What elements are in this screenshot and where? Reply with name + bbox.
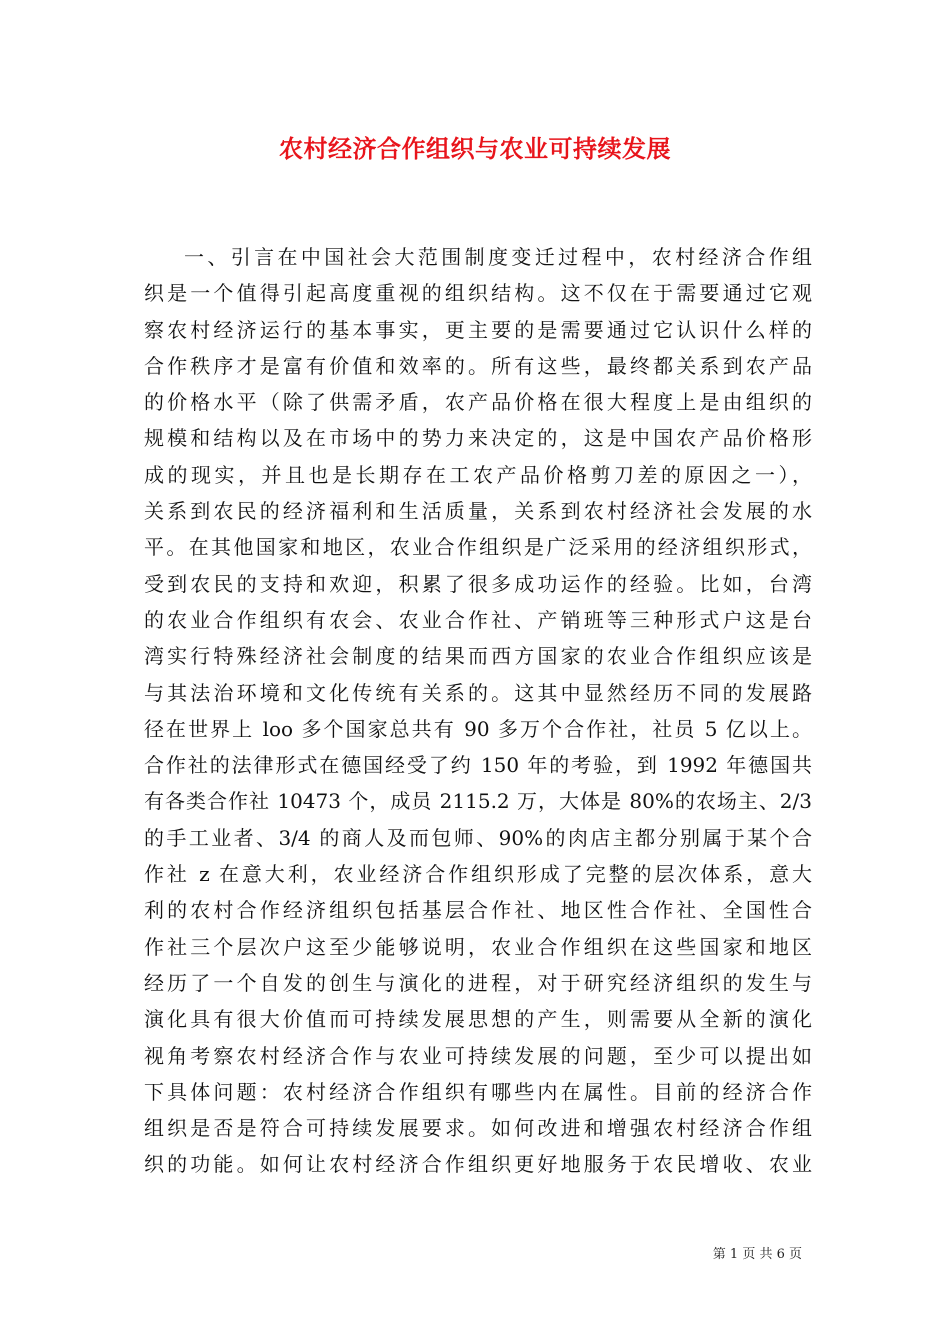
body-line: 作社 z 在意大利，农业经济合作组织形成了完整的层次体系，意大 xyxy=(144,862,812,887)
body-line: 的手工业者、3/4 的商人及而包师、90%的肉店主都分别属于某个合 xyxy=(144,825,812,850)
body-line: 规模和结构以及在市场中的势力来决定的，这是中国农产品价格形 xyxy=(144,426,812,451)
body-line: 湾实行特殊经济社会制度的结果而西方国家的农业合作组织应该是 xyxy=(144,644,812,669)
body-line: 视角考察农村经济合作与农业可持续发展的问题，至少可以提出如 xyxy=(144,1043,812,1068)
body-line: 平。在其他国家和地区，农业合作组织是广泛采用的经济组织形式， xyxy=(144,535,812,560)
body-line: 的价格水平（除了供需矛盾，农产品价格在很大程度上是由组织的 xyxy=(144,390,812,415)
body-line: 察农村经济运行的基本事实，更主要的是需要通过它认识什么样的 xyxy=(144,317,812,342)
document-title: 农村经济合作组织与农业可持续发展 xyxy=(279,134,671,163)
body-line: 下具体问题：农村经济合作组织有哪些内在属性。目前的经济合作 xyxy=(144,1079,812,1104)
body-line: 作社三个层次户这至少能够说明，农业合作组织在这些国家和地区 xyxy=(144,934,812,959)
body-line: 合作社的法律形式在德国经受了约 150 年的考验，到 1992 年德国共 xyxy=(144,753,812,778)
body-line: 与其法治环境和文化传统有关系的。这其中显然经历不同的发展路 xyxy=(144,680,812,705)
body-line: 织的功能。如何让农村经济合作组织更好地服务于农民增收、农业 xyxy=(144,1152,812,1177)
body-line: 利的农村合作经济组织包括基层合作社、地区性合作社、全国性合 xyxy=(144,898,812,923)
page-number: 第 1 页 共 6 页 xyxy=(712,1247,802,1262)
body-line: 受到农民的支持和欢迎，积累了很多成功运作的经验。比如，台湾 xyxy=(144,571,812,596)
body-line: 织是一个值得引起高度重视的组织结构。这不仅在于需要通过它观 xyxy=(144,281,812,306)
body-line: 径在世界上 loo 多个国家总共有 90 多万个合作社，社员 5 亿以上。 xyxy=(144,716,812,741)
body-line: 的农业合作组织有农会、农业合作社、产销班等三种形式户这是台 xyxy=(144,607,812,632)
body-line: 组织是否是符合可持续发展要求。如何改进和增强农村经济合作组 xyxy=(144,1116,812,1141)
body-line: 有各类合作社 10473 个，成员 2115.2 万，大体是 80%的农场主、2/3 xyxy=(144,789,812,814)
body-line: 关系到农民的经济福利和生活质量，关系到农村经济社会发展的水 xyxy=(144,499,812,524)
body-line: 合作秩序才是富有价值和效率的。所有这些，最终都关系到农产品 xyxy=(144,353,812,378)
document-body xyxy=(144,239,812,1183)
body-line: 一、引言在中国社会大范围制度变迁过程中，农村经济合作组 xyxy=(184,245,812,269)
body-line: 演化具有很大价值而可持续发展思想的产生，则需要从全新的演化 xyxy=(144,1007,812,1032)
body-line: 经历了一个自发的创生与演化的进程，对于研究经济组织的发生与 xyxy=(144,970,812,995)
body-line: 成的现实，并且也是长期存在工农产品价格剪刀差的原因之一）， xyxy=(144,462,812,487)
